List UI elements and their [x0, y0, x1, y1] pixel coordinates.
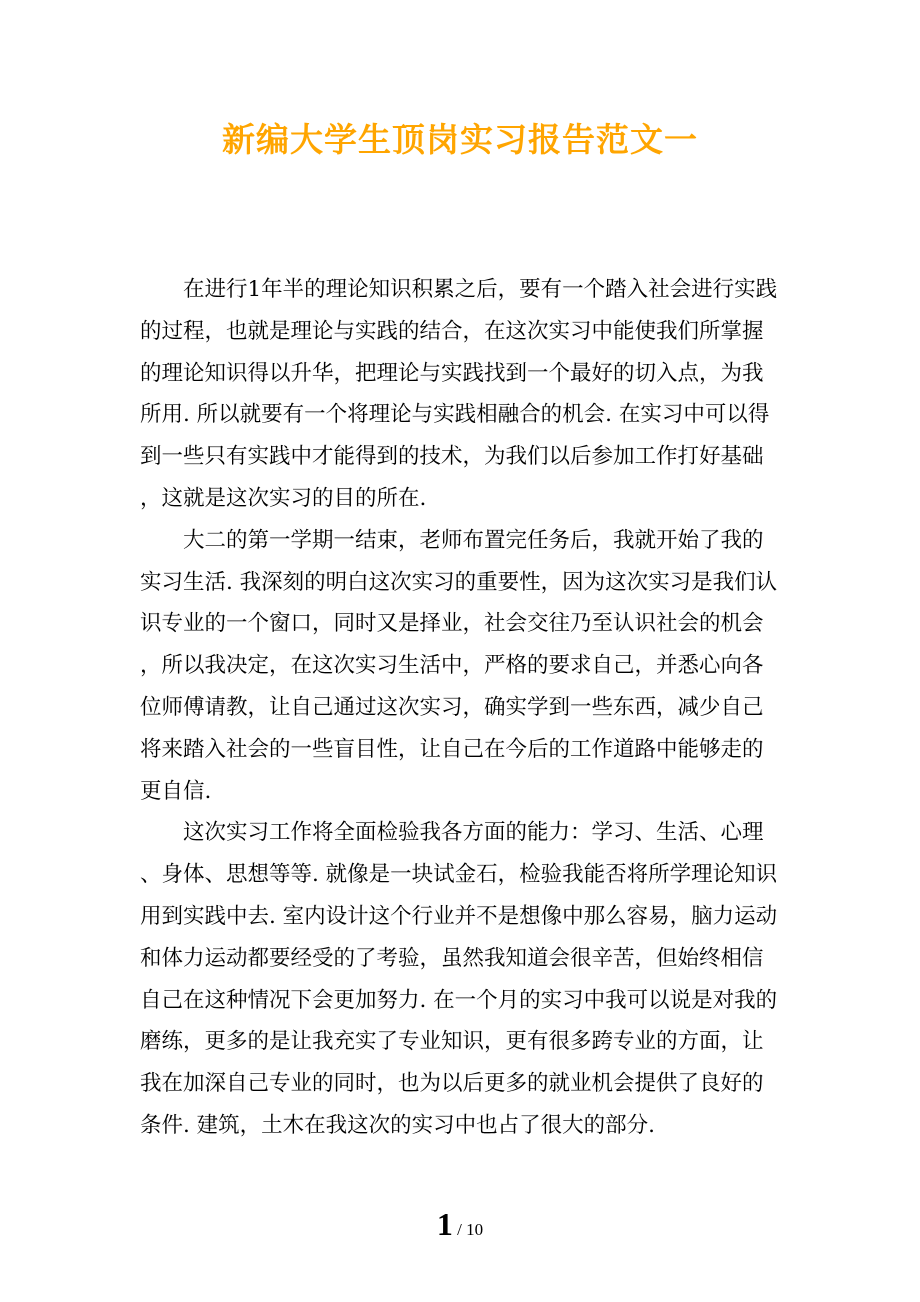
text-line: 条件. 建筑，土木在我这次的实习中也占了很大的部分. — [140, 1112, 656, 1138]
text-line: 更自信. — [140, 778, 212, 804]
document-body — [140, 269, 800, 1147]
text-line: 识专业的一个窗口，同时又是择业，社会交往乃至认识社会的机会 — [140, 611, 764, 637]
current-page: 1 — [436, 1206, 453, 1242]
text-line: 在进行1年半的理论知识积累之后，要有一个踏入社会进行实践 — [140, 277, 778, 302]
text-line: 将来踏入社会的一些盲目性，让自己在今后的工作道路中能够走的 — [140, 736, 764, 762]
text-line: 我在加深自己专业的同时，也为以后更多的就业机会提供了良好的 — [140, 1071, 764, 1097]
text-line: 、身体、思想等等. 就像是一块试金石，检验我能否将所学理论知识 — [140, 862, 778, 888]
text-line: 实习生活. 我深刻的明白这次实习的重要性，因为这次实习是我们认 — [140, 569, 778, 595]
text-line: 位师傅请教，让自己通过这次实习，确实学到一些东西，减少自己 — [140, 694, 764, 720]
text-line: 大二的第一学期一结束，老师布置完任务后，我就开始了我的 — [140, 527, 764, 553]
text-line: 用到实践中去. 室内设计这个行业并不是想像中那么容易，脑力运动 — [140, 903, 778, 929]
document-title: 新编大学生顶岗实习报告范文一 — [222, 120, 698, 159]
text-line: 磨练，更多的是让我充实了专业知识，更有很多跨专业的方面，让 — [140, 1029, 764, 1055]
text-line: 自己在这种情况下会更加努力. 在一个月的实习中我可以说是对我的 — [140, 987, 778, 1013]
text-line: 和体力运动都要经受的了考验，虽然我知道会很辛苦，但始终相信 — [140, 945, 764, 971]
text-line: 的过程，也就是理论与实践的结合，在这次实习中能使我们所掌握 — [140, 318, 764, 344]
text-line: 所用. 所以就要有一个将理论与实践相融合的机会. 在实习中可以得 — [140, 402, 770, 428]
text-line: ，所以我决定，在这次实习生活中，严格的要求自己，并悉心向各 — [140, 653, 764, 679]
text-line: 这次实习工作将全面检验我各方面的能力：学习、生活、心理 — [140, 820, 764, 846]
text-line: 到一些只有实践中才能得到的技术，为我们以后参加工作打好基础 — [140, 444, 764, 470]
text-line: ，这就是这次实习的目的所在. — [140, 485, 427, 511]
text-line: 的理论知识得以升华，把理论与实践找到一个最好的切入点，为我 — [140, 360, 764, 386]
total-pages: / 10 — [452, 1220, 484, 1239]
page-number — [0, 1206, 920, 1243]
